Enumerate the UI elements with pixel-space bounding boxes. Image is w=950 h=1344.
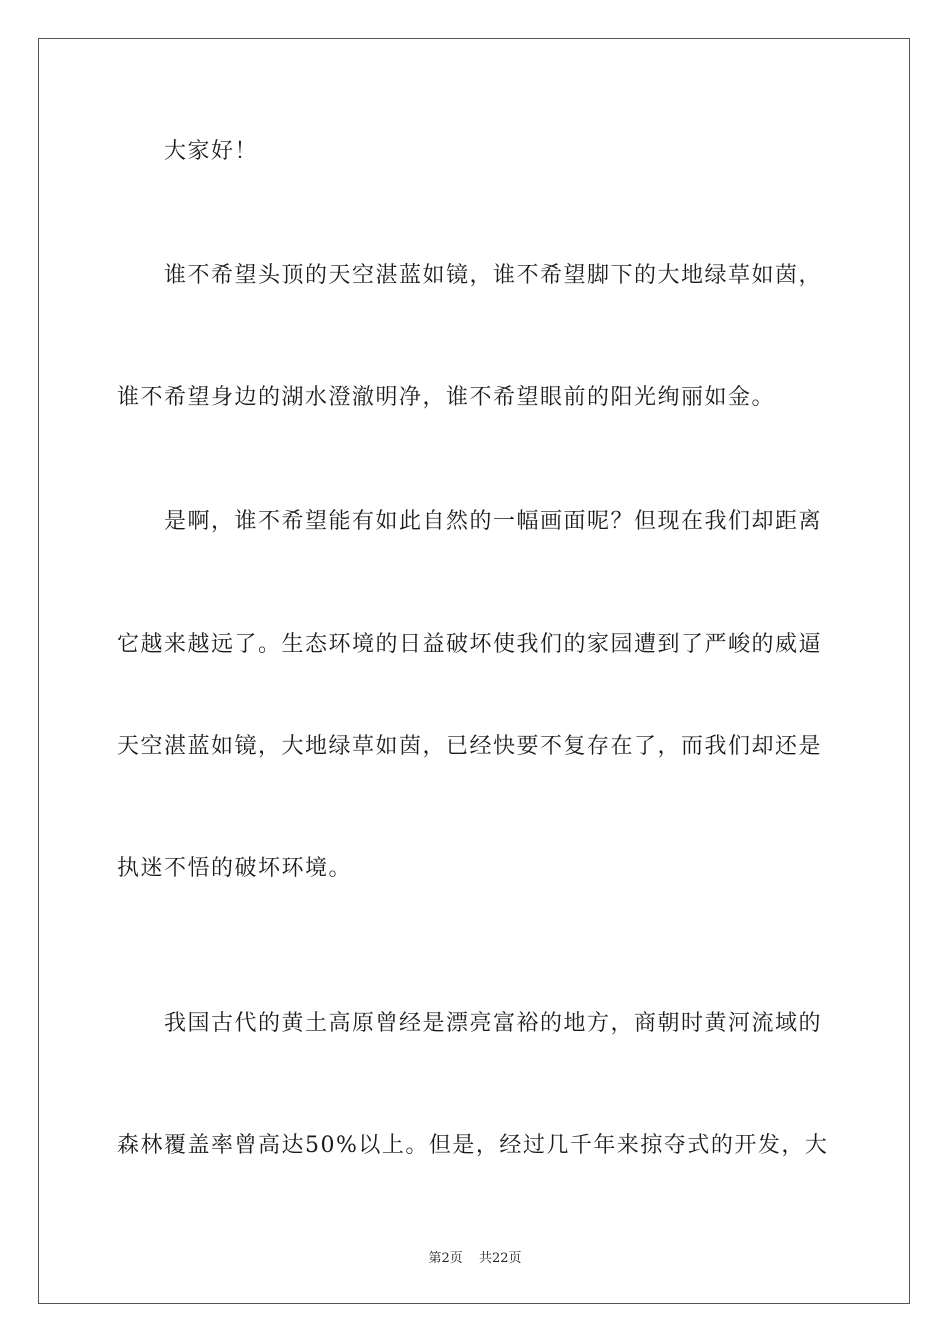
paragraph-line: 天空湛蓝如镜，大地绿草如茵，已经快要不复存在了，而我们却还是 [117,734,823,759]
greeting-line: 大家好！ [164,139,259,164]
paragraph-line: 谁不希望头顶的天空湛蓝如镜，谁不希望脚下的大地绿草如茵， [164,263,823,288]
paragraph-line: 森林覆盖率曾高达50%以上。但是，经过几千年来掠夺式的开发，大 [117,1133,829,1158]
paragraph-line: 执迷不悟的破坏环境。 [117,856,353,881]
paragraph-line: 是啊，谁不希望能有如此自然的一幅画面呢？但现在我们却距离 [164,509,823,534]
page-border [38,38,910,1304]
total-pages: 共22页 [478,1251,522,1266]
paragraph-line: 我国古代的黄土高原曾经是漂亮富裕的地方，商朝时黄河流域的 [164,1011,823,1036]
page-footer [0,1247,950,1266]
page-number: 第2页 [428,1251,463,1266]
paragraph-line: 它越来越远了。生态环境的日益破坏使我们的家园遭到了严峻的威逼 [117,632,823,657]
paragraph-line: 谁不希望身边的湖水澄澈明净，谁不希望眼前的阳光绚丽如金。 [117,385,776,410]
